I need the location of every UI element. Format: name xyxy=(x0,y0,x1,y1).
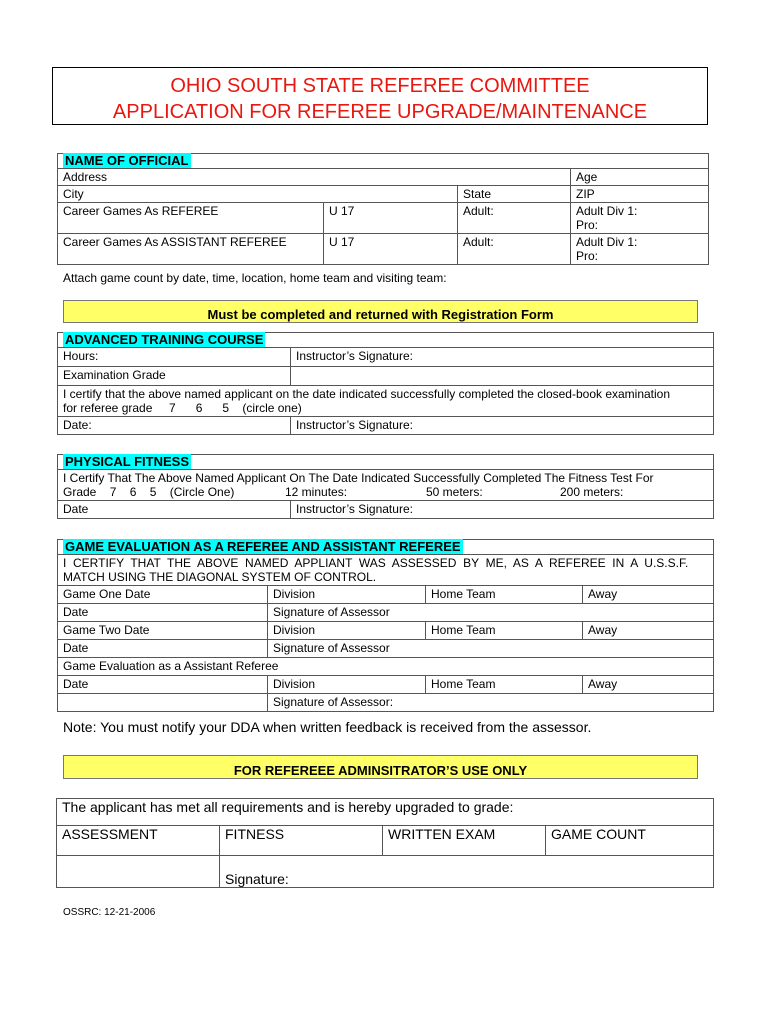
game-two-assess-date-field[interactable]: Date xyxy=(58,640,268,658)
fitness-certification xyxy=(58,470,714,501)
game-one-date-field[interactable]: Game One Date xyxy=(58,586,268,604)
evaluation-table xyxy=(57,539,714,712)
form-footer-code: OSSRC: 12-21-2006 xyxy=(63,907,156,918)
ar-evaluation-label: Game Evaluation as a Assistant Referee xyxy=(58,658,714,676)
fitness-grade-label: Grade 7 6 5 (Circle One) xyxy=(63,485,235,499)
fitness-date-field[interactable]: Date xyxy=(58,501,291,519)
ar-date-field[interactable]: Date xyxy=(58,676,268,694)
game-one-assessor-signature[interactable]: Signature of Assessor xyxy=(268,604,714,622)
adult-div1-ar-label: Adult Div 1: xyxy=(576,235,638,249)
adult-referee-field[interactable]: Adult: xyxy=(458,203,571,234)
training-certify-line-1: I certify that the above named applicant on the date indicated successfully completed the closed-book examination xyxy=(63,387,671,401)
form-title xyxy=(52,67,708,125)
ar-away-field[interactable]: Away xyxy=(583,676,714,694)
fitness-table xyxy=(57,454,714,519)
evaluation-heading: GAME EVALUATION AS A REFEREE AND ASSISTANT REFEREE xyxy=(65,539,461,554)
game-one-assess-date-field[interactable]: Date xyxy=(58,604,268,622)
evaluation-certification xyxy=(58,555,714,586)
written-exam-field[interactable]: WRITTEN EXAM xyxy=(383,826,546,856)
ar-division-field[interactable]: Division xyxy=(268,676,426,694)
game-two-division-field[interactable]: Division xyxy=(268,622,426,640)
ar-assessor-signature[interactable]: Signature of Assessor: xyxy=(268,694,714,712)
training-certify-line-2: for referee grade 7 6 5 (circle one) xyxy=(63,401,302,415)
fitness-admin-field[interactable]: FITNESS xyxy=(220,826,383,856)
pro-ar-field[interactable] xyxy=(571,234,709,265)
exam-grade-field[interactable] xyxy=(291,367,714,386)
evaluation-certify-line-1: I CERTIFY THAT THE ABOVE NAMED APPLIANT WAS ASSESSED BY ME, AS A REFEREE IN A U.S.S.F. xyxy=(63,556,689,570)
hours-field[interactable]: Hours: xyxy=(58,348,291,367)
fitness-certify-line-1: I Certify That The Above Named Applicant On The Date Indicated Successfully Completed The Fitness Test For xyxy=(63,471,654,485)
training-date-field[interactable]: Date: xyxy=(58,417,291,435)
state-field[interactable]: State xyxy=(458,186,571,203)
two-hundred-meter-label: 200 meters: xyxy=(560,485,624,499)
training-table xyxy=(57,332,714,435)
fitness-heading: PHYSICAL FITNESS xyxy=(65,454,190,469)
fitness-instructor-signature[interactable]: Instructor’s Signature: xyxy=(291,501,714,519)
title-line-1: OHIO SOUTH STATE REFEREE COMMITTEE xyxy=(170,75,590,97)
zip-field[interactable]: ZIP xyxy=(571,186,709,203)
administrator-banner: FOR REFEREEE ADMINSITRATOR’S USE ONLY xyxy=(63,755,698,779)
admin-blank-cell xyxy=(57,856,220,888)
game-one-away-field[interactable]: Away xyxy=(583,586,714,604)
official-table xyxy=(57,153,709,265)
adult-div1-referee-label: Adult Div 1: xyxy=(576,204,638,218)
assessment-field[interactable]: ASSESSMENT xyxy=(57,826,220,856)
age-field[interactable]: Age xyxy=(571,169,709,186)
game-one-home-team-field[interactable]: Home Team xyxy=(426,586,583,604)
attach-instructions: Attach game count by date, time, location, home team and visiting team: xyxy=(63,271,447,285)
training-heading: ADVANCED TRAINING COURSE xyxy=(65,332,264,347)
admin-signature-field[interactable]: Signature: xyxy=(220,856,714,888)
adult-ar-field[interactable]: Adult: xyxy=(458,234,571,265)
career-referee-label: Career Games As REFEREE xyxy=(58,203,324,234)
upgrade-statement: The applicant has met all requirements and is hereby upgraded to grade: xyxy=(57,799,714,826)
game-two-date-field[interactable]: Game Two Date xyxy=(58,622,268,640)
game-count-field[interactable]: GAME COUNT xyxy=(546,826,714,856)
admin-table xyxy=(56,798,714,888)
fifty-meter-label: 50 meters: xyxy=(426,485,483,499)
city-field[interactable]: City xyxy=(58,186,458,203)
training-instructor-signature-2[interactable]: Instructor’s Signature: xyxy=(291,417,714,435)
u17-ar-field[interactable]: U 17 xyxy=(324,234,458,265)
official-heading: NAME OF OFFICIAL xyxy=(65,153,189,168)
game-two-away-field[interactable]: Away xyxy=(583,622,714,640)
career-ar-label: Career Games As ASSISTANT REFEREE xyxy=(58,234,324,265)
pro-referee-field[interactable] xyxy=(571,203,709,234)
exam-grade-label: Examination Grade xyxy=(58,367,291,386)
training-certification xyxy=(58,386,714,417)
game-one-division-field[interactable]: Division xyxy=(268,586,426,604)
u17-referee-field[interactable]: U 17 xyxy=(324,203,458,234)
instructor-signature-field[interactable]: Instructor’s Signature: xyxy=(291,348,714,367)
game-two-home-team-field[interactable]: Home Team xyxy=(426,622,583,640)
pro-ar-label: Pro: xyxy=(576,249,599,263)
assessor-note: Note: You must notify your DDA when written feedback is received from the assessor. xyxy=(63,719,592,735)
registration-banner: Must be completed and returned with Registration Form xyxy=(63,300,698,323)
twelve-minute-label: 12 minutes: xyxy=(285,485,348,499)
fitness-grade-row xyxy=(63,485,708,499)
title-line-2: APPLICATION FOR REFEREE UPGRADE/MAINTENANCE xyxy=(112,101,648,123)
game-two-assessor-signature[interactable]: Signature of Assessor xyxy=(268,640,714,658)
address-field[interactable]: Address xyxy=(58,169,571,186)
ar-home-team-field[interactable]: Home Team xyxy=(426,676,583,694)
ar-blank-cell xyxy=(58,694,268,712)
evaluation-certify-line-2: MATCH USING THE DIAGONAL SYSTEM OF CONTROL. xyxy=(63,570,377,584)
pro-referee-label: Pro: xyxy=(576,218,599,232)
